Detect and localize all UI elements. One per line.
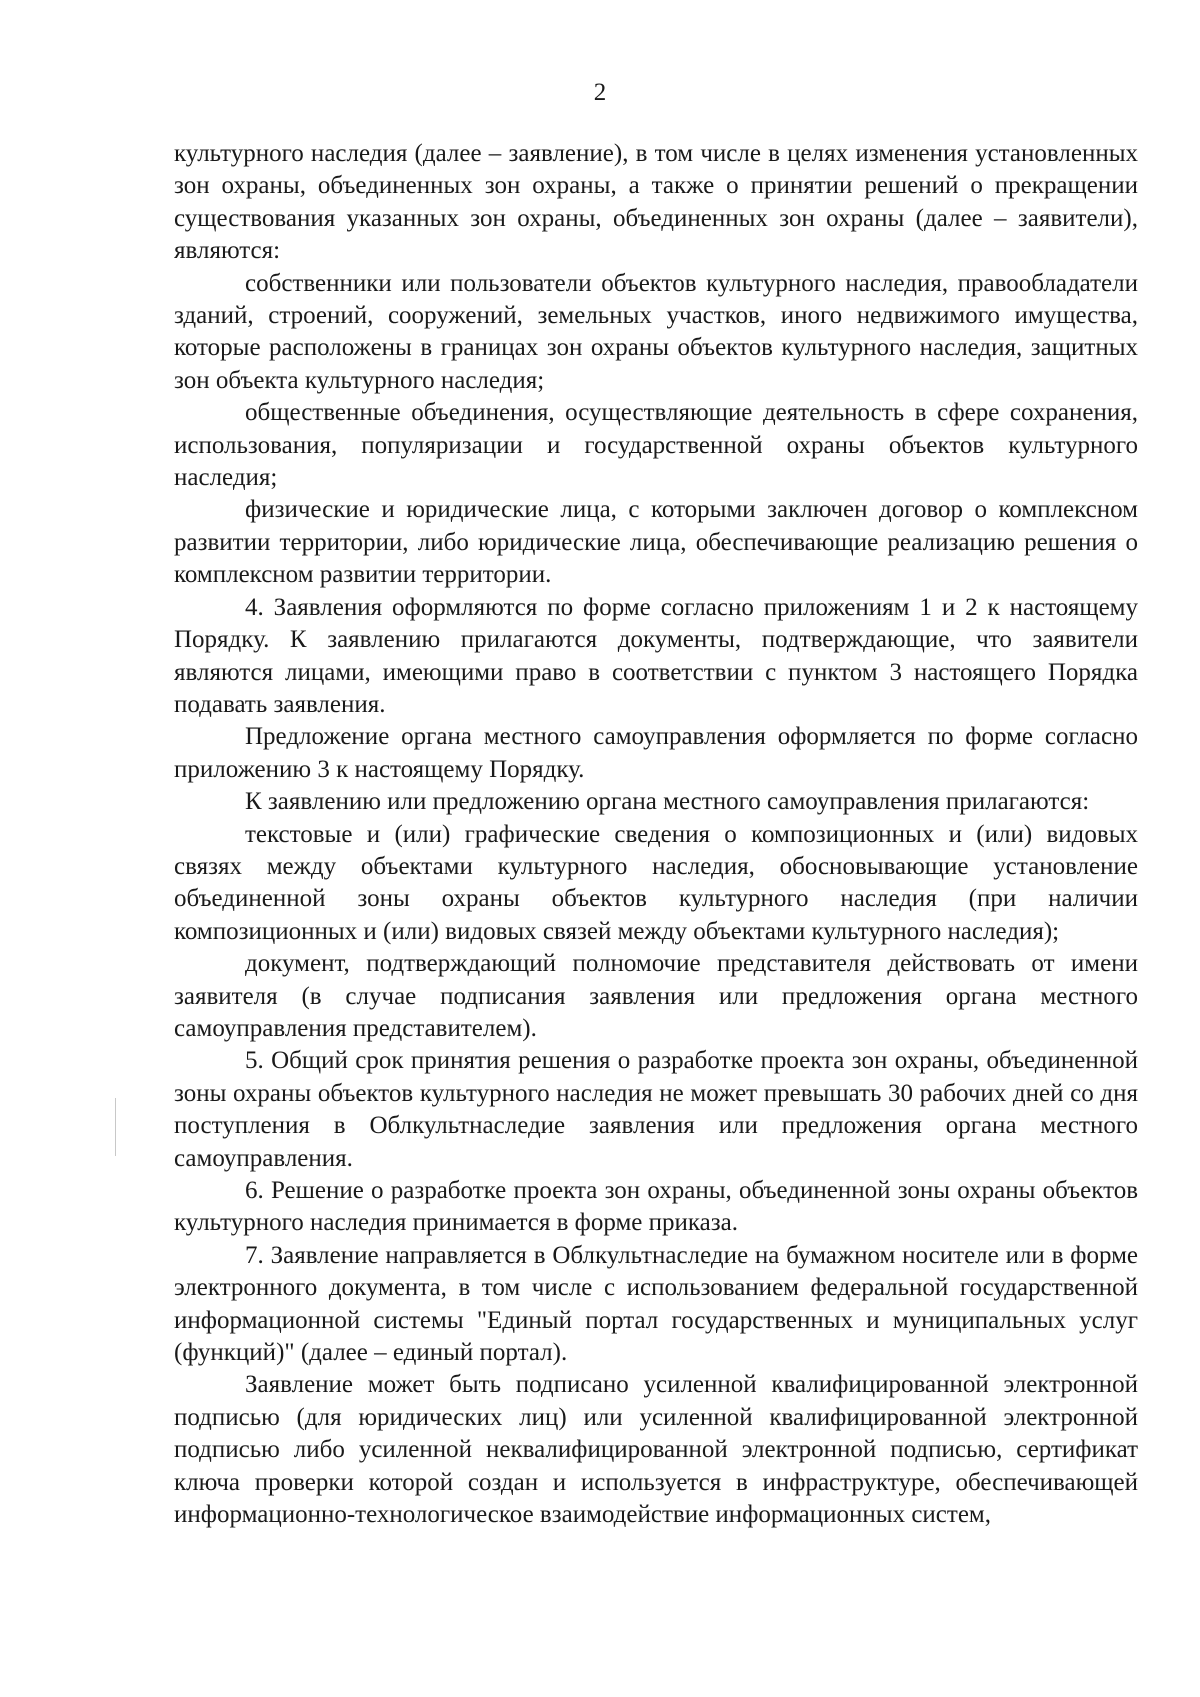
paragraph-electronic-signature: Заявление может быть подписано усиленной квалифицированной электронной подписью (для юридических лиц) или усиленной квалифицированной электронной подписью либо усиленной неквалифицированной электронной подписью, сертификат ключа проверки которой создан и используется в инфраструктуре, обеспечивающей информационно-технологическое взаимодействие информационных систем, [174,1371,1138,1529]
paragraph-item-4: 4. Заявления оформляются по форме согласно приложениям 1 и 2 к настоящему Порядку. К заявлению прилагаются документы, подтверждающие, что заявители являются лицами, имеющими право в соответствии с пунктом 3 настоящего Порядка подавать заявления. [174,593,1138,718]
paragraph-continuation: культурного наследия (далее – заявление), в том числе в целях изменения установленных зон охраны, объединенных зон охраны, а также о принятии решений о прекращении существования указанных зон охраны, объединенных зон охраны (далее – заявители), являются: [174,140,1138,265]
paragraph-owners: собственники или пользователи объектов культурного наследия, правообладатели зданий, строений, сооружений, земельных участков, иного недвижимого имущества, которые расположены в границах зон охраны объектов культурного наследия, защитных зон объекта культурного наследия; [174,269,1138,394]
margin-mark [115,1098,116,1156]
paragraph-individuals-legal-entities: физические и юридические лица, с которыми заключен договор о комплексном развитии территории, либо юридические лица, обеспечивающие реализацию решения о комплексном развитии территории. [174,496,1138,589]
document-body [174,138,1138,1531]
paragraph-item-5: 5. Общий срок принятия решения о разработке проекта зон охраны, объединенной зоны охраны объектов культурного наследия не может превышать 30 рабочих дней со дня поступления в Облкультнаследие заявления или предложения органа местного самоуправления. [174,1047,1138,1172]
paragraph-attachment-text-graphics: текстовые и (или) графические сведения о композиционных и (или) видовых связях между объектами культурного наследия, обосновывающие установление объединенной зоны охраны объектов культурного наследия (при наличии композиционных и (или) видовых связей между объектами культурного наследия); [174,820,1138,945]
paragraph-attachments-intro: К заявлению или предложению органа местного самоуправления прилагаются: [245,788,1090,816]
paragraph-local-government-proposal: Предложение органа местного самоуправления оформляется по форме согласно приложению 3 к настоящему Порядку. [174,723,1138,783]
paragraph-attachment-authority-document: документ, подтверждающий полномочие представителя действовать от имени заявителя (в случае подписания заявления или предложения органа местного самоуправления представителем). [174,950,1138,1042]
paragraph-item-6: 6. Решение о разработке проекта зон охраны, объединенной зоны охраны объектов культурного наследия принимается в форме приказа. [174,1177,1138,1237]
paragraph-item-7: 7. Заявление направляется в Облкультнаследие на бумажном носителе или в форме электронного документа, в том числе с использованием федеральной государственной информационной системы "Единый портал государственных и муниципальных услуг (функций)" (далее – единый портал). [174,1241,1138,1367]
paragraph-public-associations: общественные объединения, осуществляющие деятельность в сфере сохранения, использования, популяризации и государственной охраны объектов культурного наследия; [174,399,1138,492]
page-number: 2 [593,79,607,106]
